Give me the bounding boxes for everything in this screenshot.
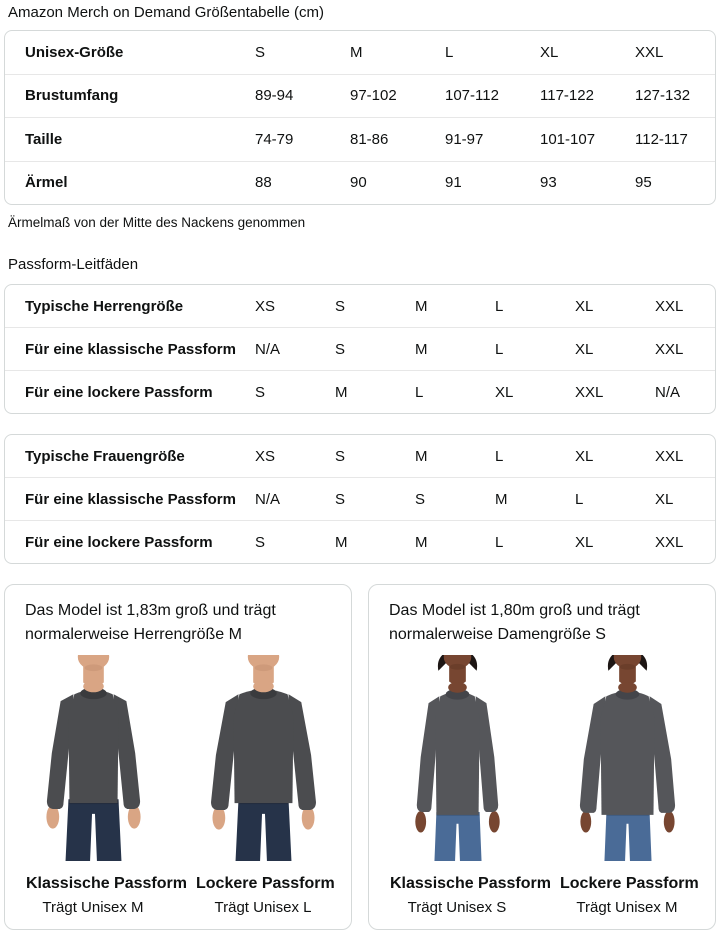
table-row — [5, 161, 715, 205]
size-cell: N/A — [255, 340, 281, 358]
row-label: Ärmel — [25, 174, 68, 192]
size-cell: N/A — [655, 383, 681, 401]
jeans — [434, 812, 481, 861]
size-cell: XS — [255, 447, 276, 465]
size-cell: XS — [255, 297, 276, 315]
jeans — [235, 799, 291, 861]
size-cell: S — [415, 490, 426, 508]
size-cell: M — [495, 490, 508, 508]
size-cell: 91 — [445, 174, 462, 192]
chin-shadow — [449, 664, 465, 670]
table-row — [5, 477, 715, 520]
size-cell: XXL — [655, 297, 684, 315]
shirt-torso — [68, 690, 118, 803]
female-model-loose-photo — [571, 655, 684, 861]
row-label: Für eine lockere Passform — [25, 533, 213, 551]
size-cell: XXL — [655, 340, 684, 358]
size-cell: XL — [575, 340, 594, 358]
right-hand — [663, 811, 674, 833]
table-row — [5, 520, 715, 563]
fit-label: Lockere Passform — [560, 875, 699, 892]
jeans — [604, 812, 651, 861]
size-cell: S — [335, 447, 346, 465]
size-cell: S — [335, 340, 346, 358]
model-description: Das Model ist 1,80m groß und trägt normalerweise Damengröße S — [389, 602, 640, 643]
model-figures — [17, 655, 339, 916]
size-cell: XL — [655, 490, 674, 508]
neck — [449, 655, 466, 685]
model-card-women — [368, 584, 716, 930]
size-cell: S — [255, 43, 266, 61]
figure-classic-fit — [26, 655, 187, 916]
fit-guide-section-title: Passform-Leitfäden — [8, 256, 139, 273]
model-description: Das Model ist 1,83m groß und trägt normalerweise Herrengröße M — [25, 602, 276, 643]
size-cell: M — [415, 533, 428, 551]
neck-base — [83, 681, 104, 693]
size-cell: L — [495, 533, 504, 551]
size-cell: 97-102 — [350, 87, 397, 105]
size-cell: M — [335, 533, 348, 551]
row-label: Taille — [25, 130, 63, 148]
row-label: Typische Frauengröße — [25, 447, 185, 465]
row-label: Typische Herrengröße — [25, 297, 184, 315]
size-cell: 112-117 — [635, 130, 688, 148]
size-cell: S — [335, 297, 346, 315]
size-cell: L — [495, 447, 504, 465]
row-label: Für eine lockere Passform — [25, 383, 213, 401]
size-cell: L — [415, 383, 424, 401]
size-cell: 101-107 — [540, 130, 596, 148]
size-cell: 81-86 — [350, 130, 389, 148]
row-label: Für eine klassische Passform — [25, 490, 236, 508]
fit-size-label: Trägt Unisex M — [42, 899, 144, 916]
size-cell: XXL — [575, 383, 604, 401]
fit-label: Klassische Passform — [390, 875, 551, 892]
left-hand — [415, 811, 426, 833]
table-row — [5, 285, 715, 327]
male-model-classic-photo — [37, 655, 150, 861]
size-cell: 74-79 — [255, 130, 294, 148]
male-model-loose-photo — [207, 655, 320, 861]
row-label: Für eine klassische Passform — [25, 340, 236, 358]
size-cell: S — [255, 533, 266, 551]
fit-label: Klassische Passform — [26, 875, 187, 892]
sleeve-measure-note: Ärmelmaß von der Mitte des Nackens genommen — [8, 215, 306, 230]
row-label: Brustumfang — [25, 87, 119, 105]
size-cell: S — [335, 490, 346, 508]
size-cell: M — [415, 447, 428, 465]
figure-loose-fit — [560, 655, 699, 916]
figure-loose-fit — [196, 655, 335, 916]
size-cell: L — [495, 297, 504, 315]
table-row — [5, 435, 715, 477]
size-cell: L — [495, 340, 504, 358]
size-cell: XXL — [655, 447, 684, 465]
neck-base — [253, 681, 274, 693]
shirt-torso — [233, 689, 293, 803]
size-cell: XL — [495, 383, 514, 401]
size-cell: N/A — [255, 490, 281, 508]
size-cell: XL — [540, 43, 559, 61]
model-figures — [381, 655, 703, 916]
size-cell: M — [415, 297, 428, 315]
table-row — [5, 31, 715, 74]
size-cell: XL — [575, 447, 594, 465]
chin-shadow — [619, 664, 635, 670]
size-cell: 117-122 — [540, 87, 594, 105]
size-cell: 107-112 — [445, 87, 499, 105]
size-cell: 91-97 — [445, 130, 484, 148]
neck — [619, 655, 636, 685]
size-cell: L — [445, 43, 454, 61]
right-hand — [488, 811, 499, 833]
size-cell: L — [575, 490, 584, 508]
size-cell: XL — [575, 297, 594, 315]
table-row — [5, 327, 715, 370]
fit-size-label: Trägt Unisex L — [214, 899, 312, 916]
size-cell: XXL — [635, 43, 664, 61]
size-chart-table — [4, 30, 716, 205]
model-card-men — [4, 584, 352, 930]
size-cell: 127-132 — [635, 87, 691, 105]
fit-guide-men-table — [4, 284, 716, 414]
table-row — [5, 370, 715, 413]
shirt-torso — [435, 692, 479, 815]
jeans — [65, 799, 121, 861]
left-hand — [580, 811, 591, 833]
size-cell: 88 — [255, 174, 272, 192]
chin-shadow — [254, 664, 272, 671]
model-cards — [4, 584, 716, 930]
neck-base — [448, 682, 467, 693]
fit-guide-women-table — [4, 434, 716, 564]
size-cell: M — [415, 340, 428, 358]
size-cell: XL — [575, 533, 594, 551]
size-cell: M — [350, 43, 363, 61]
size-cell: 89-94 — [255, 87, 294, 105]
table-row — [5, 74, 715, 118]
table-row — [5, 117, 715, 161]
size-cell: S — [255, 383, 266, 401]
shirt-torso — [600, 691, 654, 815]
size-cell: 90 — [350, 174, 367, 192]
page-title: Amazon Merch on Demand Größentabelle (cm) — [8, 4, 324, 21]
fit-label: Lockere Passform — [196, 875, 335, 892]
figure-classic-fit — [390, 655, 551, 916]
size-cell: M — [335, 383, 348, 401]
chin-shadow — [84, 664, 102, 671]
neck-base — [618, 682, 637, 693]
size-cell: 95 — [635, 174, 652, 192]
row-label: Unisex-Größe — [25, 43, 124, 61]
size-cell: 93 — [540, 174, 557, 192]
fit-size-label: Trägt Unisex M — [576, 899, 678, 916]
size-cell: XXL — [655, 533, 684, 551]
female-model-classic-photo — [401, 655, 514, 861]
fit-size-label: Trägt Unisex S — [407, 899, 507, 916]
